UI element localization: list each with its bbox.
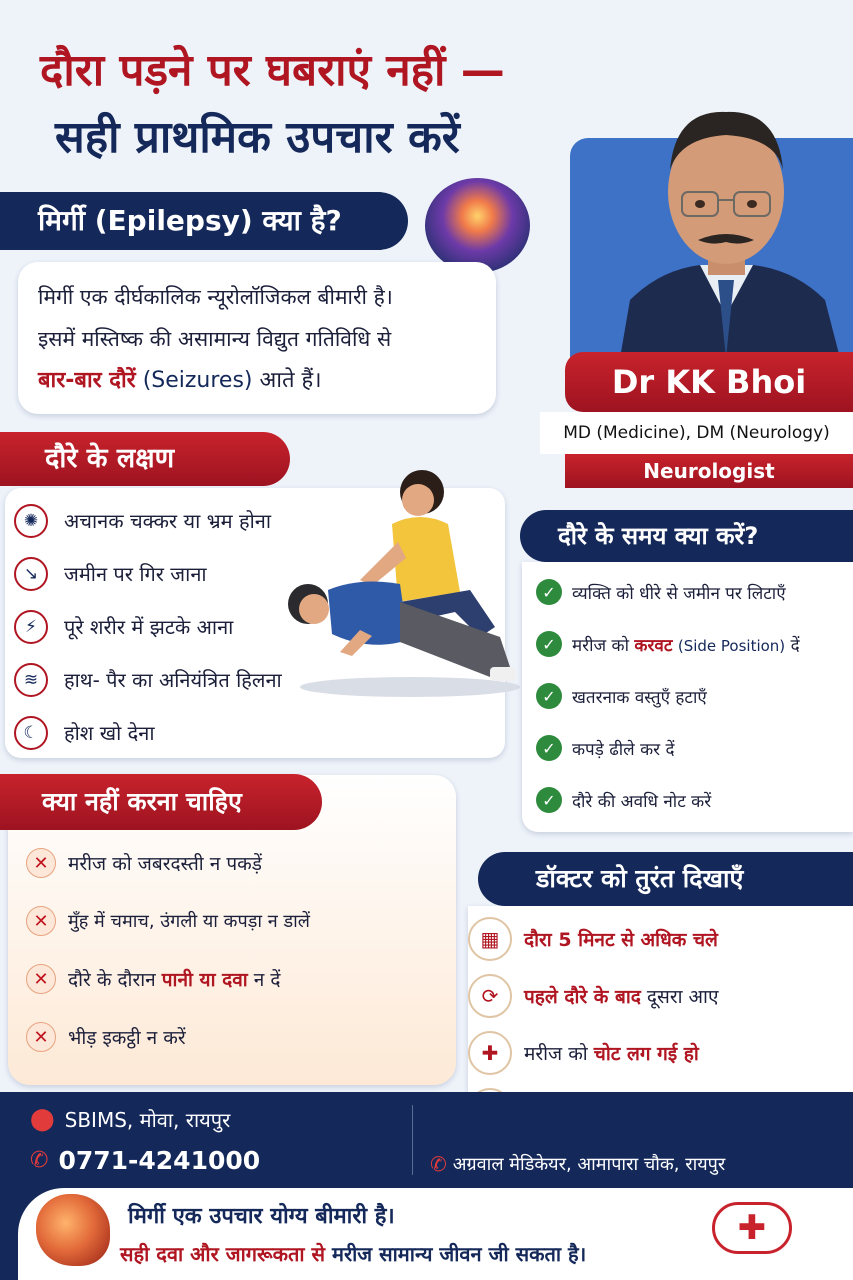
- epilepsy-line2: इसमें मस्तिष्क की असामान्य विद्युत गतिविधि से: [38, 327, 392, 351]
- during-item: ✓ कपड़े ढीले कर दें: [536, 722, 848, 774]
- first-aid-illustration: [280, 462, 525, 702]
- headline-line1: दौरा पड़ने पर घबराएं नहीं —: [40, 45, 505, 96]
- doctor-degrees: MD (Medicine), DM (Neurology): [540, 412, 853, 454]
- during-item: ✓ दौरे की अवधि नोट करें: [536, 774, 848, 826]
- medical-cross-icon: ✚: [712, 1202, 792, 1254]
- symptom-item: ✺ अचानक चक्कर या भ्रम होना: [14, 494, 334, 547]
- dont-item: ✕ भीड़ इकट्ठी न करें: [26, 1008, 446, 1066]
- seizures-term: (Seizures): [142, 368, 253, 393]
- banner-line2: सही दवा और जागरूकता से मरीज सामान्य जीवन जी सकता है।: [120, 1242, 587, 1266]
- during-item: ✓ खतरनाक वस्तुएँ हटाएँ: [536, 670, 848, 722]
- dont-item: ✕ मरीज को जबरदस्ती न पकड़ें: [26, 834, 446, 892]
- dont-item: ✕ मुँह में चमाच, उंगली या कपड़ा न डालें: [26, 892, 446, 950]
- cross-icon: ✕: [26, 906, 56, 936]
- symptom-item: ⚡ पूरे शरीर में झटके आना: [14, 600, 334, 653]
- symptom-item: ≋ हाथ- पैर का अनियंत्रित हिलना: [14, 653, 334, 706]
- repeated-seizures-text: बार-बार दौरें: [38, 368, 136, 393]
- doctor-now-heading: डॉक्टर को तुरंत दिखाएँ: [478, 852, 853, 906]
- doctor-role: Neurologist: [565, 454, 853, 488]
- symptom-item: ↘ जमीन पर गिर जाना: [14, 547, 334, 600]
- during-item: ✓ व्यक्ति को धीरे से जमीन पर लिटाएँ: [536, 566, 848, 618]
- doctor-name: Dr KK Bhoi: [565, 352, 853, 412]
- epilepsy-line3: [38, 360, 476, 402]
- injury-icon: ✚: [468, 1031, 512, 1075]
- brain-large-icon: [36, 1194, 110, 1266]
- repeat-seizure-icon: ⟳: [468, 974, 512, 1018]
- donts-heading: क्या नहीं करना चाहिए: [0, 774, 322, 830]
- epilepsy-card: [18, 262, 496, 414]
- doctor-photo: [600, 100, 853, 358]
- check-icon: ✓: [536, 787, 562, 813]
- headline-line2: सही प्राथमिक उपचार करें: [55, 112, 460, 163]
- falling-person-icon: ↘: [14, 557, 48, 591]
- doctor-now-item: ▦ दौरा 5 मिनट से अधिक चले: [468, 910, 848, 967]
- phone-icon: ✆: [430, 1152, 447, 1176]
- check-icon: ✓: [536, 683, 562, 709]
- address-2: ✆ अग्रवाल मेडिकेयर, आमापारा चौक, रायपुर: [430, 1152, 726, 1176]
- address-1: ⬤ SBIMS, मोवा, रायपुर: [30, 1107, 231, 1132]
- banner-line1: मिर्गी एक उपचार योग्य बीमारी है।: [128, 1204, 395, 1229]
- during-heading: दौरे के समय क्या करें?: [520, 510, 853, 562]
- during-item: ✓ मरीज को करवट (Side Position) दें: [536, 618, 848, 670]
- during-list: [536, 566, 848, 826]
- doctor-now-item: ✚ मरीज को चोट लग गई हो: [468, 1024, 848, 1081]
- symptom-item: ☾ होश खो देना: [14, 706, 334, 759]
- phone-icon: ✆: [30, 1148, 49, 1173]
- symptoms-heading: दौरे के लक्षण: [0, 432, 290, 486]
- phone-1[interactable]: ✆ 0771-4241000: [30, 1146, 261, 1175]
- epilepsy-heading: मिर्गी (Epilepsy) क्या है?: [0, 192, 408, 250]
- check-icon: ✓: [536, 631, 562, 657]
- check-icon: ✓: [536, 735, 562, 761]
- location-pin-icon: ⬤: [30, 1107, 55, 1132]
- cross-icon: ✕: [26, 964, 56, 994]
- epilepsy-line3-tail: आते हैं।: [259, 368, 322, 393]
- dizzy-icon: ✺: [14, 504, 48, 538]
- cross-icon: ✕: [26, 1022, 56, 1052]
- cross-icon: ✕: [26, 848, 56, 878]
- donts-list: [26, 834, 446, 1066]
- contact-divider: [412, 1105, 413, 1175]
- check-icon: ✓: [536, 579, 562, 605]
- unconscious-person-icon: ☾: [14, 716, 48, 750]
- epilepsy-line1: मिर्गी एक दीर्घकालिक न्यूरोलॉजिकल बीमारी है।: [38, 285, 393, 309]
- shaking-limbs-icon: ≋: [14, 663, 48, 697]
- dont-item: ✕ दौरे के दौरान पानी या दवा न दें: [26, 950, 446, 1008]
- jerking-person-icon: ⚡: [14, 610, 48, 644]
- brain-icon: [425, 178, 530, 273]
- calendar-clock-icon: ▦: [468, 917, 512, 961]
- doctor-now-item: ⟳ पहले दौरे के बाद दूसरा आए: [468, 967, 848, 1024]
